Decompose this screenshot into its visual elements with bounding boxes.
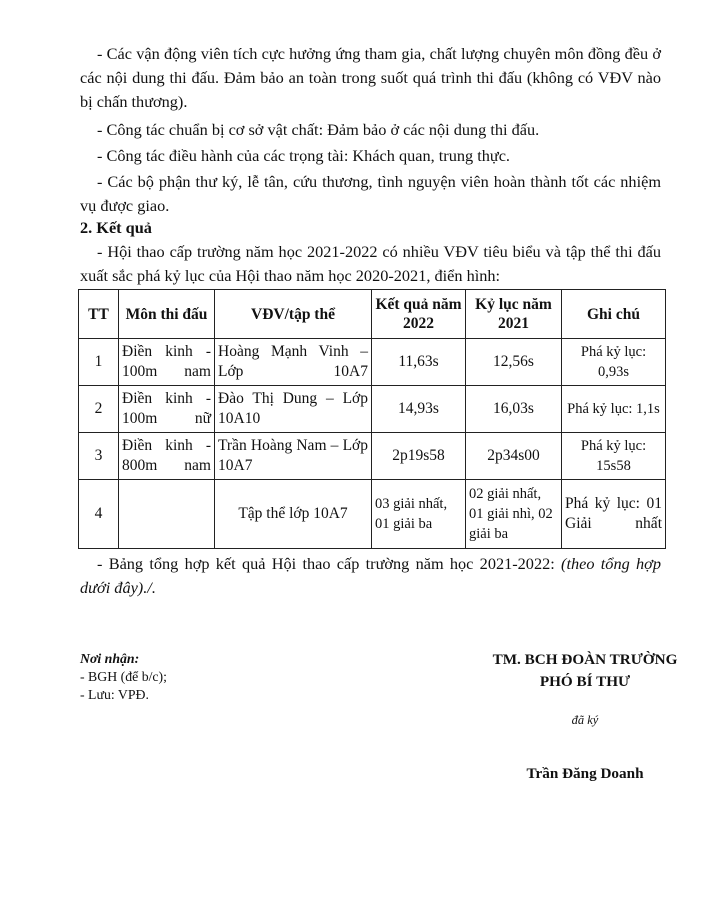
header-result: Kết quả năm 2022 [372, 290, 466, 339]
cell-event: Điền kinh - 100m nữ [119, 386, 215, 433]
cell-athlete: Tập thể lớp 10A7 [215, 480, 372, 549]
section-heading: 2. Kết quả [80, 218, 152, 237]
cell-note: Phá kỷ lục: 1,1s [562, 386, 666, 433]
cell-result: 14,93s [372, 386, 466, 433]
paragraph-staff: - Các bộ phận thư ký, lễ tân, cứu thương, tình nguyện viên hoàn thành tốt các nhiệm vụ được giao. [80, 172, 661, 215]
cell-event: Điền kinh - 100m nam [119, 339, 215, 386]
cell-athlete: Trần Hoàng Nam – Lớp 10A7 [215, 433, 372, 480]
header-event: Môn thi đấu [119, 290, 215, 339]
cell-tt: 2 [79, 386, 119, 433]
cell-record: 12,56s [466, 339, 562, 386]
recipients-block [80, 650, 167, 704]
header-note: Ghi chú [562, 290, 666, 339]
header-athlete: VĐV/tập thể [215, 290, 372, 339]
paragraph-facilities: - Công tác chuẩn bị cơ sở vật chất: Đảm bảo ở các nội dung thi đấu. [97, 120, 540, 139]
cell-tt: 3 [79, 433, 119, 480]
cell-note: Phá kỷ lục: 15s58 [562, 433, 666, 480]
paragraph-summary [80, 552, 661, 600]
header-tt: TT [79, 290, 119, 339]
cell-athlete: Hoàng Mạnh Vinh – Lớp 10A7 [215, 339, 372, 386]
signature-org: TM. BCH ĐOÀN TRƯỜNG [492, 651, 678, 668]
cell-tt: 1 [79, 339, 119, 386]
summary-italic-text: (theo tổng hợp dưới đây)./. [80, 554, 661, 597]
cell-result: 03 giải nhất, 01 giải ba [372, 480, 466, 549]
table-row [79, 433, 666, 480]
cell-tt: 4 [79, 480, 119, 549]
cell-result: 11,63s [372, 339, 466, 386]
cell-note: Phá kỷ lục: 01 Giải nhất [562, 480, 666, 549]
table-row [79, 480, 666, 549]
recipients-label: Nơi nhận: [80, 651, 140, 666]
paragraph-athletes: - Các vận động viên tích cực hưởng ứng tham gia, chất lượng chuyên môn đồng đều ở các nội dung thi đấu. Đảm bảo an toàn trong suốt quá trình thi đấu (không có VĐV nào bị chấn thương). [80, 44, 661, 111]
recipient-item: - Lưu: VPĐ. [80, 687, 149, 702]
table-row [79, 339, 666, 386]
cell-event: Điền kinh - 800m nam [119, 433, 215, 480]
paragraph-referees: - Công tác điều hành của các trọng tài: Khách quan, trung thực. [97, 146, 511, 165]
signature-name: Trần Đăng Doanh [526, 765, 644, 782]
table-row [79, 386, 666, 433]
results-table [78, 289, 666, 549]
signature-title: PHÓ BÍ THƯ [539, 673, 631, 690]
cell-result: 2p19s58 [372, 433, 466, 480]
signature-signed-note: đã ký [571, 713, 599, 727]
table-header-row [79, 290, 666, 339]
recipient-item: - BGH (để b/c); [80, 669, 167, 684]
cell-event [119, 480, 215, 549]
cell-record: 16,03s [466, 386, 562, 433]
cell-record: 2p34s00 [466, 433, 562, 480]
cell-note: Phá kỷ lục: 0,93s [562, 339, 666, 386]
cell-record: 02 giải nhất, 01 giải nhì, 02 giải ba [466, 480, 562, 549]
paragraph-intro: - Hội thao cấp trường năm học 2021-2022 có nhiều VĐV tiêu biểu và tập thể thi đấu xuất sắc phá kỷ lục của Hội thao năm học 2020-2021, điển hình: [80, 242, 661, 285]
summary-text: - Bảng tổng hợp kết quả Hội thao cấp trường năm học 2021-2022: [97, 554, 562, 573]
cell-athlete: Đào Thị Dung – Lớp 10A10 [215, 386, 372, 433]
header-record: Kỷ lục năm 2021 [466, 290, 562, 339]
